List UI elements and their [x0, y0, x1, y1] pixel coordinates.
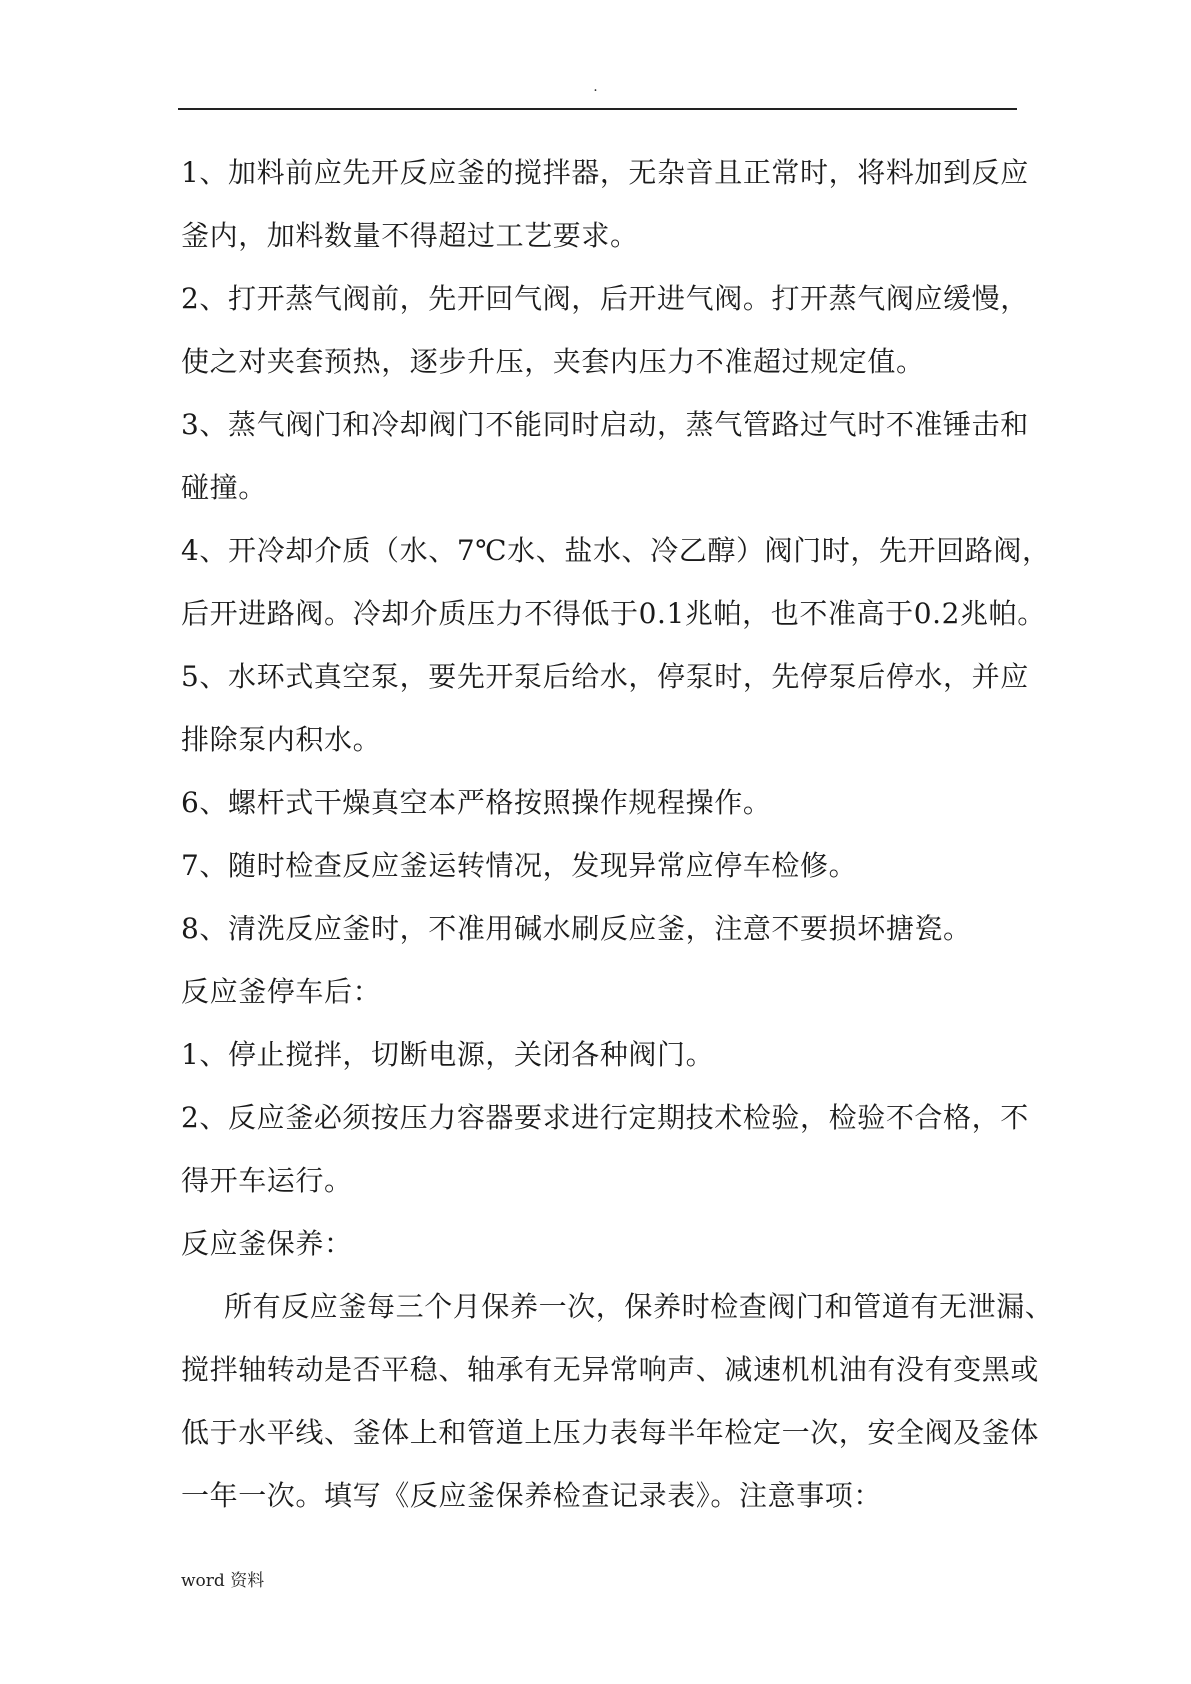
- text-line: 6、螺杆式干燥真空本严格按照操作规程操作。: [181, 786, 772, 819]
- section-heading: 反应釜停车后：: [181, 975, 382, 1008]
- text-line: 3、蒸气阀门和冷却阀门不能同时启动，蒸气管路过气时不准锤击和: [181, 408, 1029, 441]
- footer-label: word 资料: [181, 1571, 265, 1591]
- text-line: 低于水平线、釜体上和管道上压力表每半年检定一次，安全阀及釜体: [181, 1416, 1040, 1449]
- text-line: 使之对夹套预热，逐步升压，夹套内压力不准超过规定值。: [181, 345, 925, 378]
- text-line: 后开进路阀。冷却介质压力不得低于0.1兆帕，也不准高于0.2兆帕。: [181, 597, 1046, 630]
- text-line: 釜内，加料数量不得超过工艺要求。: [181, 219, 639, 252]
- header-rule: [178, 108, 1017, 110]
- section-heading: 反应釜保养：: [181, 1227, 353, 1260]
- header-mark: .: [593, 79, 598, 95]
- text-line: 一年一次。填写《反应釜保养检查记录表》。注意事项：: [181, 1479, 883, 1512]
- text-line: 8、清洗反应釜时，不准用碱水刷反应釜，注意不要损坏搪瓷。: [181, 912, 972, 945]
- text-line: 4、开冷却介质（水、7℃水、盐水、冷乙醇）阀门时，先开回路阀，: [181, 534, 1051, 567]
- text-line: 得开车运行。: [181, 1164, 353, 1197]
- paragraph-first-line: 所有反应釜每三个月保养一次，保养时检查阀门和管道有无泄漏、: [224, 1290, 1054, 1323]
- text-line: 1、加料前应先开反应釜的搅拌器，无杂音且正常时，将料加到反应: [181, 156, 1029, 189]
- text-line: 2、反应釜必须按压力容器要求进行定期技术检验，检验不合格，不: [181, 1101, 1029, 1134]
- text-line: 1、停止搅拌，切断电源，关闭各种阀门。: [181, 1038, 715, 1071]
- text-line: 搅拌轴转动是否平稳、轴承有无异常响声、减速机机油有没有变黑或: [181, 1353, 1040, 1386]
- text-line: 2、打开蒸气阀前，先开回气阀，后开进气阀。打开蒸气阀应缓慢，: [181, 282, 1029, 315]
- text-line: 碰撞。: [181, 471, 267, 504]
- text-line: 排除泵内积水。: [181, 723, 382, 756]
- document-body: [181, 141, 1054, 1527]
- text-line: 5、水环式真空泵，要先开泵后给水，停泵时，先停泵后停水，并应: [181, 660, 1029, 693]
- text-line: 7、随时检查反应釜运转情况，发现异常应停车检修。: [181, 849, 858, 882]
